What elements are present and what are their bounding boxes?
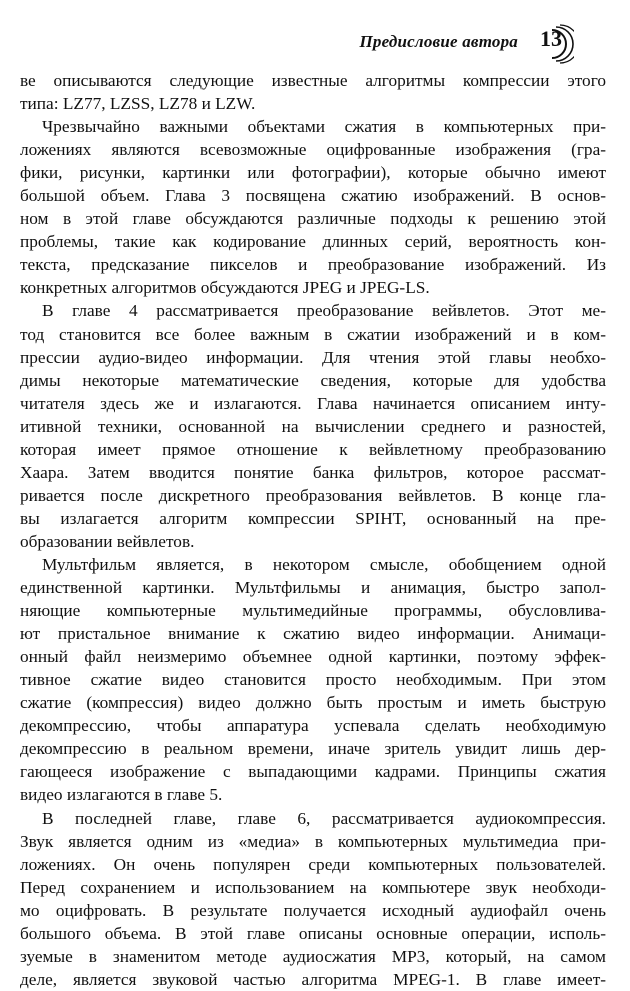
text-line: декомпрессию, чтобы аппаратура успевала сделать необходимую bbox=[20, 716, 606, 736]
text-line: читателя здесь же и излагаются. Глава начинается описанием инту- bbox=[20, 393, 606, 413]
text-line: сжатие (компрессия) видео должно быть простым и иметь быструю bbox=[20, 693, 606, 713]
paragraph bbox=[20, 553, 606, 807]
text-line: типа: LZ77, LZSS, LZ78 и LZW. bbox=[20, 94, 256, 114]
text-line: единственной картинки. Мультфильмы и анимация, быстро запол- bbox=[20, 578, 606, 598]
text-line: которая имеет прямое отношение к вейвлетному преобразованию bbox=[20, 439, 606, 459]
page-number-arcs-icon bbox=[548, 24, 574, 64]
text-line: большого объема. В этой главе описаны основные операции, исполь- bbox=[20, 923, 606, 943]
paragraph bbox=[20, 115, 606, 299]
text-line: димы некоторые математические сведения, которые для удобства bbox=[20, 370, 606, 390]
text-line: онный файл неизмеримо объемнее одной картинки, поэтому эффек- bbox=[20, 647, 606, 667]
page-number: 13 bbox=[540, 26, 562, 51]
running-header bbox=[0, 24, 630, 64]
text-line: декомпрессию в реальном времени, иначе зритель увидит лишь дер- bbox=[20, 739, 606, 759]
text-line: ложениях. Он очень популярен среди компьютерных пользователей. bbox=[20, 854, 606, 874]
text-line: фики, рисунки, картинки или фотографии), которые обычно имеют bbox=[20, 163, 606, 183]
text-line: мо оцифровать. В результате получается исходный аудиофайл очень bbox=[20, 900, 606, 920]
text-line: образовании вейвлетов. bbox=[20, 531, 195, 551]
text-line: видео излагаются в главе 5. bbox=[20, 785, 223, 805]
text-line: ве описываются следующие известные алгоритмы компрессии этого bbox=[20, 71, 606, 90]
text-line: текста, предсказание пикселов и преобразование изображений. Из bbox=[20, 255, 606, 275]
text-line: проблемы, такие как кодирование длинных серий, вероятность кон- bbox=[20, 232, 606, 252]
text-line: тивное сжатие видео становится просто необходимым. При этом bbox=[20, 670, 606, 690]
paragraph bbox=[20, 69, 606, 115]
text-line: зуемые в знаменитом методе аудиосжатия MP3, который, на самом bbox=[20, 946, 606, 966]
text-line: ривается после дискретного преобразования вейвлетов. В конце гла- bbox=[20, 485, 606, 505]
text-line: Мультфильм является, в некотором смысле, обобщением одной bbox=[42, 554, 606, 574]
text-line: тод становится все более важным в сжатии изображений и в ком- bbox=[20, 324, 606, 344]
text-line: гающееся изображение с выпадающими кадрами. Принципы сжатия bbox=[20, 762, 606, 782]
text-line: прессии аудио-видео информации. Для чтения этой главы необхо- bbox=[20, 347, 606, 367]
text-line: В последней главе, главе 6, рассматривается аудиокомпрессия. bbox=[42, 808, 606, 828]
text-line: няющие компьютерные мультимедийные программы, обусловлива- bbox=[20, 601, 606, 621]
page-body bbox=[20, 69, 606, 991]
paragraph bbox=[20, 299, 606, 553]
text-line: Перед сохранением и использованием на компьютере звук необходи- bbox=[20, 877, 606, 897]
running-header-title: Предисловие автора bbox=[359, 32, 518, 51]
text-line: конкретных алгоритмов обсуждаются JPEG и JPEG-LS. bbox=[20, 278, 430, 298]
text-line: вы излагается алгоритм компрессии SPIHT, основанный на пре- bbox=[20, 508, 606, 528]
text-line: ложениях являются всевозможные оцифрованные изображения (гра- bbox=[20, 140, 606, 160]
text-line: В главе 4 рассматривается преобразование вейвлетов. Этот ме- bbox=[42, 301, 606, 321]
text-line: Чрезвычайно важными объектами сжатия в компьютерных при- bbox=[42, 117, 606, 137]
paragraph bbox=[20, 807, 606, 991]
text-line: ном в этой главе обсуждаются различные подходы к решению этой bbox=[20, 209, 606, 229]
text-line: Хаара. Затем вводится понятие банка фильтров, которое рассмат- bbox=[20, 462, 606, 482]
text-line: ют пристальное внимание к сжатию видео информации. Анимаци- bbox=[20, 624, 606, 644]
text-line: большой объем. Глава 3 посвящена сжатию изображений. В основ- bbox=[20, 186, 606, 206]
text-line: деле, является звуковой частью алгоритма MPEG-1. В главе имеет- bbox=[20, 969, 606, 989]
text-line: Звук является одним из «медиа» в компьютерных мультимедиа при- bbox=[20, 831, 606, 851]
text-line: итивной техники, основанной на вычислении среднего и разностей, bbox=[20, 416, 606, 436]
